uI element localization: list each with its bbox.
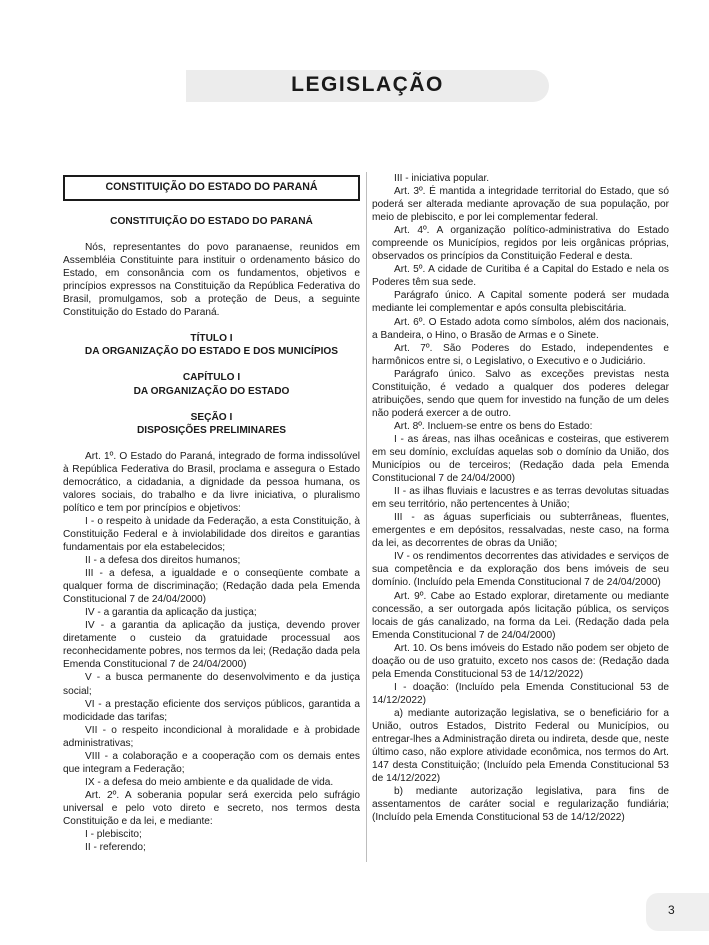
paragraph: Art. 7º. São Poderes do Estado, independentes e harmônicos entre si, o Legislativo, o Executivo e o Judiciário. (372, 342, 669, 367)
page-number: 3 (668, 903, 675, 917)
paragraph: Parágrafo único. A Capital somente poderá ser mudada mediante lei complementar e após consulta plebiscitária. (372, 290, 669, 315)
paragraph: III - a defesa, a igualdade e o conseqüente combate a qualquer forma de discriminação; (Redação dada pela Emenda Constitucional 7 de 24/04/2000) (63, 568, 360, 606)
column-divider (366, 172, 367, 862)
page-number-tab (646, 893, 709, 931)
paragraph: VIII - a colaboração e a cooperação com os demais entes que integram a Federação; (63, 750, 360, 775)
right-column (372, 172, 669, 824)
constitution-subtitle: CONSTITUIÇÃO DO ESTADO DO PARANÁ (110, 216, 313, 228)
preamble: Nós, representantes do povo paranaense, reunidos em Assembléia Constituinte para instituir o ordenamento básico do Estado, em consonância com os fundamentos, objetivos e princípios expressos na Constituição da República Federativa do Brasil, promulgamos, sob a proteção de Deus, a seguinte Constituição do Estado do Paraná. (63, 242, 360, 319)
secao-heading: SEÇÃO I (190, 411, 233, 423)
paragraph: VI - a prestação eficiente dos serviços públicos, garantida a modicidade das tarifas; (63, 698, 360, 723)
titulo-name: DA ORGANIZAÇÃO DO ESTADO E DOS MUNICÍPIOS (84, 346, 339, 358)
secao-name: DISPOSIÇÕES PRELIMINARES (136, 424, 287, 436)
paragraph: IV - os rendimentos decorrentes das atividades e serviços de sua competência e da exploração dos bens imóveis de seu domínio. (Incluído pela Emenda Constitucional 7 de 24/04/2000) (372, 551, 669, 589)
titulo-heading: TÍTULO I (190, 333, 233, 345)
paragraph: II - a defesa dos direitos humanos; (85, 555, 241, 567)
paragraph: V - a busca permanente do desenvolvimento e da justiça social; (63, 672, 360, 697)
paragraph: I - plebiscito; (85, 829, 142, 841)
paragraph: Art. 8º. Incluem-se entre os bens do Estado: (394, 420, 593, 432)
paragraph: IV - a garantia da aplicação da justiça; (85, 607, 257, 619)
capitulo-heading: CAPÍTULO I (182, 372, 241, 384)
paragraph: Art. 4º. A organização político-administrativa do Estado compreende os Municípios, regidos por leis orgânicas próprias, observados os princípios da Constituição Federal e desta. (372, 225, 669, 263)
capitulo-name: DA ORGANIZAÇÃO DO ESTADO (133, 385, 290, 397)
page-title: LEGISLAÇÃO (291, 73, 444, 96)
paragraph: III - iniciativa popular. (394, 173, 490, 184)
paragraph: Art. 3º. É mantida a integridade territorial do Estado, que só poderá ser alterada mediante aprovação de sua população, por meio de plebiscito, e por lei complementar federal. (372, 186, 669, 224)
paragraph: II - referendo; (85, 842, 146, 854)
paragraph: Parágrafo único. Salvo as exceções previstas nesta Constituição, é vedado a qualquer dos poderes delegar atribuições, sendo que quem for investido na função de um deles não poderá exercer a de outro. (372, 368, 669, 419)
paragraph: Art. 2º. A soberania popular será exercida pelo sufrágio universal e pelo voto direto e secreto, nos termos desta Constituição e da lei, e mediante: (63, 789, 360, 827)
paragraph: Art. 9º. Cabe ao Estado explorar, diretamente ou mediante concessão, a ser outorgada após licitação pública, os serviços locais de gás canalizado, na forma da Lei. (Redação dada pela Emenda Constitucional 7 de 24/04/2000) (372, 590, 669, 641)
paragraph: IX - a defesa do meio ambiente e da qualidade de vida. (85, 776, 334, 788)
left-column (63, 175, 360, 854)
paragraph: b) mediante autorização legislativa, para fins de assentamentos de caráter social e regularização fundiária; (Incluído pela Emenda Constitucional 53 de 14/12/2022) (372, 786, 669, 824)
paragraph: a) mediante autorização legislativa, se o beneficiário for a União, outros Estados, Distrito Federal ou Municípios, ou entregar-lhes a Administração direta ou indireta, desde que, neste último caso, não explore atividade econômica, nos termos do Art. 147 desta Constituição; (Incluído pela Emenda Constitucional 53 de 14/12/2022) (372, 707, 669, 785)
paragraph: VII - o respeito incondicional à moralidade e à probidade administrativas; (63, 724, 360, 749)
paragraph: Art. 5º. A cidade de Curitiba é a Capital do Estado e nela os Poderes têm sua sede. (372, 264, 669, 289)
paragraph: IV - a garantia da aplicação da justiça, devendo prover diretamente o custeio da gratuidade processual aos reconhecidamente pobres, nos termos da lei; (Redação dada pela Emenda Constitucional 7 de 24/04/2000) (63, 620, 360, 671)
boxed-section-title: CONSTITUIÇÃO DO ESTADO DO PARANÁ (63, 175, 360, 201)
paragraph: I - o respeito à unidade da Federação, a esta Constituição, à Constituição Federal e à inviolabilidade dos direitos e garantias fundamentais por ela estabelecidos; (63, 515, 360, 553)
paragraph: I - doação: (Incluído pela Emenda Constitucional 53 de 14/12/2022) (372, 681, 669, 706)
paragraph: Art. 6º. O Estado adota como símbolos, além dos nacionais, a Bandeira, o Hino, o Brasão de Armas e o Sinete. (372, 316, 669, 341)
paragraph: II - as ilhas fluviais e lacustres e as terras devolutas situadas em seu território, não pertencentes à União; (372, 486, 669, 511)
paragraph: Art. 1º. O Estado do Paraná, integrado de forma indissolúvel à República Federativa do Brasil, proclama e assegura o Estado democrático, a cidadania, a dignidade da pessoa humana, os valores sociais, do trabalho e da livre iniciativa, o pluralismo político e tem por princípios e objetivos: (63, 450, 360, 514)
paragraph: I - as áreas, nas ilhas oceânicas e costeiras, que estiverem em seu domínio, excluídas aquelas sob o domínio da União, dos Municípios ou de terceiros; (Redação dada pela Emenda Constitucional 7 de 24/04/2000) (372, 433, 669, 485)
paragraph: III - as águas superficiais ou subterrâneas, fluentes, emergentes e em depósitos, ressalvadas, neste caso, na forma da lei, as decorrentes de obras da União; (372, 512, 669, 550)
paragraph: Art. 10. Os bens imóveis do Estado não podem ser objeto de doação ou de uso gratuito, exceto nos casos de: (Redação dada pela Emenda Constitucional 53 de 14/12/2022) (372, 642, 669, 680)
